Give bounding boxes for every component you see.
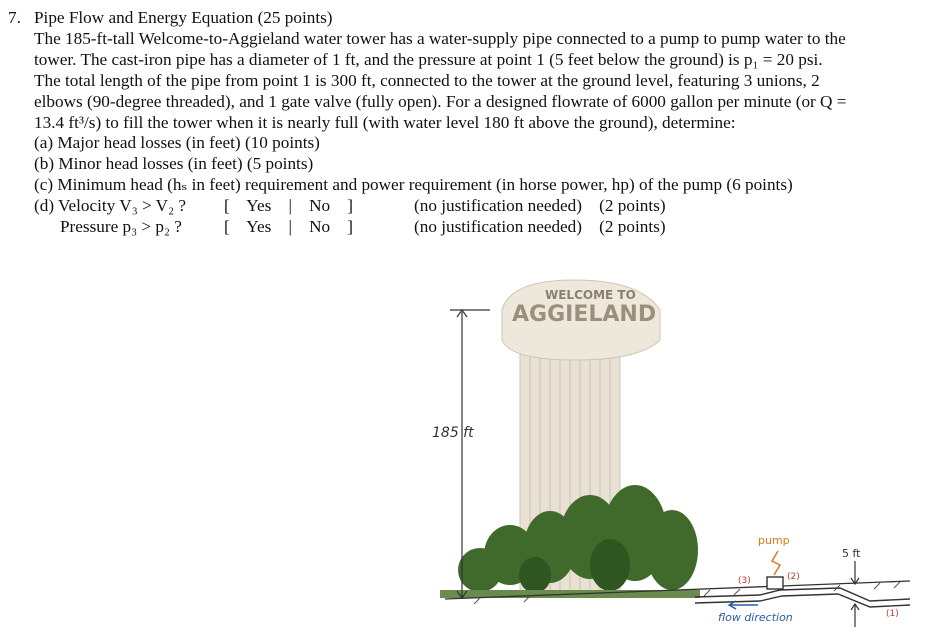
problem-title: Pipe Flow and Energy Equation (25 points) [34, 8, 333, 27]
pump-label: pump [758, 534, 790, 547]
part-d-velocity-question: (d) Velocity V₃ > V₂ ? [34, 196, 186, 216]
part-b: (b) Minor head losses (in feet) (5 points) [34, 154, 314, 174]
point-2-label: (2) [787, 572, 800, 582]
part-d-velocity-choice[interactable]: [ Yes | No ] [224, 196, 354, 216]
tower-sign-top: WELCOME TO [545, 288, 636, 302]
problem-7 [8, 8, 920, 238]
part-a: (a) Major head losses (in feet) (10 points) [34, 133, 320, 153]
supply-pipe-top [695, 588, 910, 601]
point-1-label: (1) [886, 609, 899, 619]
body-line-1: The 185-ft-tall Welcome-to-Aggieland water tower has a water-supply pipe connected to a pump to pump water to the [34, 28, 846, 48]
water-tower-illustration [432, 265, 915, 635]
depth-label: 5 ft [842, 547, 861, 560]
water-tower-figure [432, 265, 915, 635]
part-d-pressure [8, 217, 920, 238]
pump-pointer-arrow [772, 551, 780, 575]
part-d-pressure-question: Pressure p₃ > p₂ ? [60, 217, 182, 237]
body-line-4: elbows (90-degree threaded), and 1 gate valve (fully open). For a designed flowrate of 6000 gallon per minute (or Q = [34, 91, 847, 111]
point-3-label: (3) [738, 576, 751, 586]
problem-heading [8, 8, 920, 29]
part-d-velocity-note: (no justification needed) (2 points) [414, 196, 666, 216]
part-d-pressure-note: (no justification needed) (2 points) [414, 217, 666, 237]
part-c: (c) Minimum head (hₛ in feet) requirement and power requirement (in horse power, hp) of the pump (6 points) [34, 175, 793, 195]
problem-number: 7. [8, 8, 21, 27]
tower-sign-main: AGGIELAND [512, 302, 657, 327]
body-line-3: The total length of the pipe from point 1 is 300 ft, connected to the tower at the ground level, featuring 3 unions, 2 [34, 70, 820, 90]
height-label: 185 ft [432, 425, 474, 441]
body-line-2: tower. The cast-iron pipe has a diameter of 1 ft, and the pressure at point 1 (5 feet below the ground) is p₁ = 20 psi. [34, 49, 823, 69]
body-line-5: 13.4 ft³/s) to fill the tower when it is nearly full (with water level 180 ft above the ground), determine: [34, 112, 736, 132]
pump-box [767, 577, 783, 589]
part-d-pressure-choice[interactable]: [ Yes | No ] [224, 217, 354, 237]
flow-direction-label: flow direction [718, 611, 793, 624]
part-d-velocity [8, 196, 920, 217]
